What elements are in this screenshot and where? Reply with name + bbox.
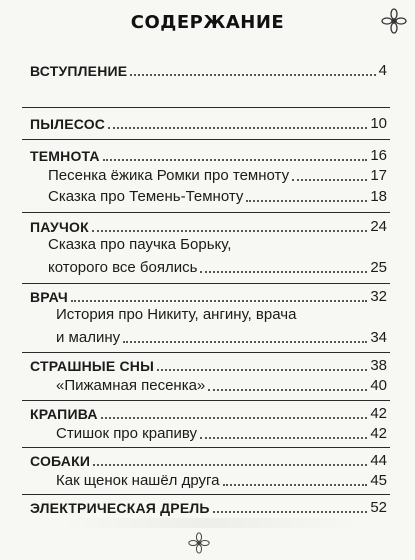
chapter-title: ТЕМНОТА xyxy=(30,148,100,164)
toc-entry-darkness xyxy=(0,145,415,165)
page-number: 24 xyxy=(370,218,387,235)
page-number: 25 xyxy=(370,259,387,276)
dot-leader xyxy=(108,127,367,129)
story-title: Сказка про Темень-Темноту xyxy=(48,188,244,205)
page-number: 44 xyxy=(370,452,387,469)
dot-leader xyxy=(130,74,375,76)
page-number: 45 xyxy=(370,472,387,489)
page-number: 42 xyxy=(370,405,387,422)
page-number: 18 xyxy=(370,188,387,205)
page-number: 17 xyxy=(370,167,387,184)
page-number: 10 xyxy=(370,115,387,132)
toc-entry-intro xyxy=(0,60,415,80)
story-title: Как щенок нашёл друга xyxy=(56,472,220,489)
page-number: 42 xyxy=(370,425,387,442)
toc-entry-spider-tale xyxy=(0,236,415,256)
toc-entry-puppy-story xyxy=(0,470,415,490)
toc-entry-nikita-story xyxy=(0,306,415,326)
page-number: 34 xyxy=(370,329,387,346)
story-title: «Пижамная песенка» xyxy=(56,377,206,394)
dot-leader xyxy=(93,464,367,466)
dot-leader xyxy=(101,417,368,419)
dot-leader xyxy=(157,369,367,371)
chapter-title: ПЫЛЕСОС xyxy=(30,116,106,132)
dot-leader xyxy=(213,511,368,513)
story-title-continuation: которого все боялись xyxy=(48,259,198,276)
dot-leader xyxy=(292,179,367,181)
chapter-title: ПАУЧОК xyxy=(30,219,89,235)
dot-leader xyxy=(246,200,367,202)
chapter-title: ВСТУПЛЕНИЕ xyxy=(30,63,128,79)
dot-leader xyxy=(200,271,367,273)
toc-entry-dogs xyxy=(0,450,415,470)
dot-leader xyxy=(223,484,368,486)
story-title-continuation: и малину xyxy=(56,329,121,346)
story-title: Стишок про крапиву xyxy=(56,425,198,442)
toc-entry-nettle-poem xyxy=(0,423,415,443)
toc-entry-nikita-story-cont xyxy=(0,327,415,347)
toc-entry-doctor xyxy=(0,286,415,306)
toc-entry-nettle xyxy=(0,403,415,423)
toc-entry-pajama-song xyxy=(0,375,415,395)
toc-entry-vacuum xyxy=(0,113,415,133)
dot-leader xyxy=(200,437,367,439)
page-number: 16 xyxy=(370,147,387,164)
flower-icon xyxy=(188,532,210,554)
toc-entry-nightmares xyxy=(0,355,415,375)
divider xyxy=(22,352,390,353)
divider xyxy=(22,107,390,108)
chapter-title: СТРАШНЫЕ СНЫ xyxy=(30,358,154,374)
dot-leader xyxy=(103,159,368,161)
divider xyxy=(22,139,390,140)
dot-leader xyxy=(71,300,367,302)
toc-entry-drill xyxy=(0,497,415,517)
divider xyxy=(22,447,390,448)
page-number: 4 xyxy=(378,62,387,79)
page-number: 52 xyxy=(370,499,387,516)
paper-smudge xyxy=(60,518,360,528)
toc-entry-darkness-tale xyxy=(0,186,415,206)
story-title: История про Никиту, ангину, врача xyxy=(56,306,297,323)
divider xyxy=(22,212,390,213)
dot-leader xyxy=(123,341,367,343)
divider xyxy=(22,400,390,401)
dot-leader xyxy=(92,230,367,232)
toc-entry-spider xyxy=(0,216,415,236)
chapter-title: КРАПИВА xyxy=(30,406,98,422)
page-title: СОДЕРЖАНИЕ xyxy=(130,12,285,33)
page-number: 32 xyxy=(370,288,387,305)
dot-leader xyxy=(208,389,367,391)
chapter-title: ЭЛЕКТРИЧЕСКАЯ ДРЕЛЬ xyxy=(30,500,210,516)
toc-entry-spider-tale-cont xyxy=(0,257,415,277)
page-number: 40 xyxy=(370,377,387,394)
story-title: Песенка ёжика Ромки про темноту xyxy=(48,167,290,184)
chapter-title: СОБАКИ xyxy=(30,453,91,469)
divider xyxy=(22,283,390,284)
page-number: 38 xyxy=(370,357,387,374)
chapter-title: ВРАЧ xyxy=(30,289,68,305)
toc-entry-hedgehog-song xyxy=(0,165,415,185)
divider xyxy=(22,494,390,495)
story-title: Сказка про паучка Борьку, xyxy=(48,236,232,253)
